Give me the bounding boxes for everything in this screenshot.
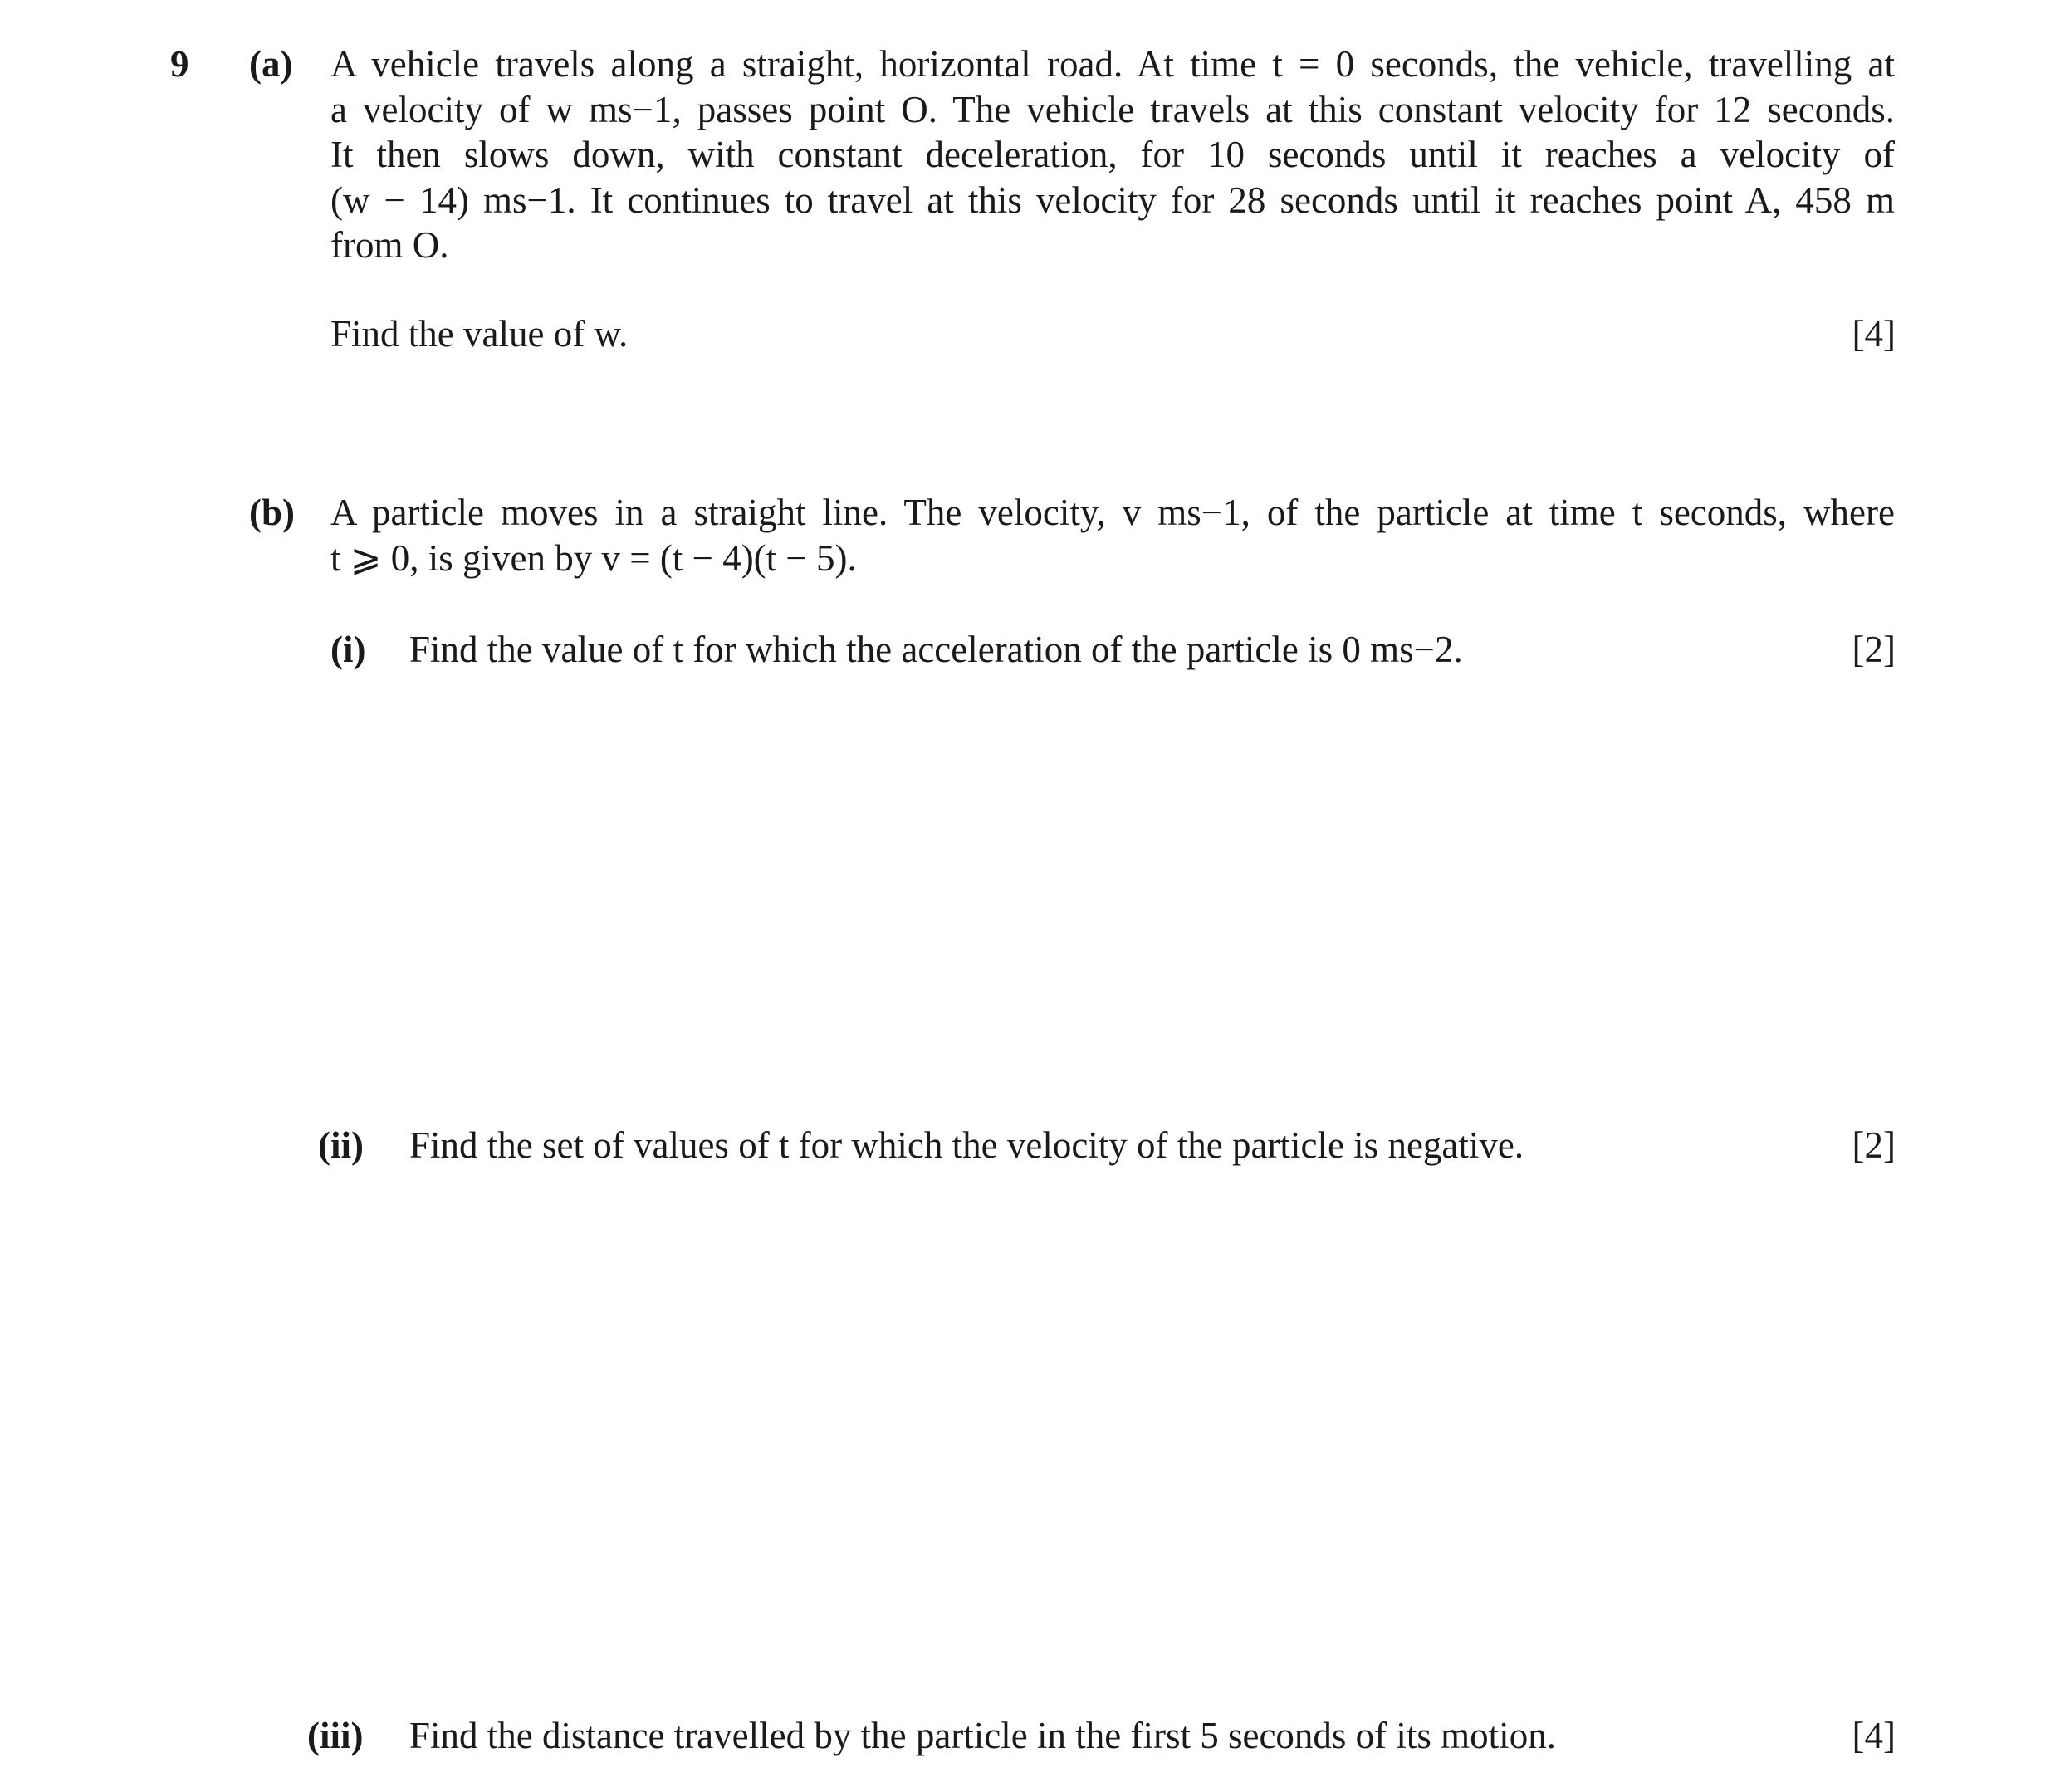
part-b-ii-prompt: Find the set of values of t for which the velocity of the particle is negative. (409, 1124, 1524, 1166)
part-a-prompt: Find the value of w. (330, 313, 629, 355)
part-a-line-2: a velocity of w ms−1, passes point O. The vehicle travels at this constant velocity for 12 seconds. (330, 88, 1895, 130)
part-b-iii-marks: [4] (1852, 1715, 1896, 1756)
part-b-i-marks: [2] (1852, 629, 1896, 670)
part-b-i-label: (i) (330, 629, 366, 670)
part-a-line-1: A vehicle travels along a straight, horizontal road. At time t = 0 seconds, the vehicle, travelling at (330, 43, 1895, 85)
part-b-iii-label: (iii) (307, 1715, 364, 1756)
part-a-line-3: It then slows down, with constant deceleration, for 10 seconds until it reaches a velocity of (330, 134, 1895, 175)
part-a-marks: [4] (1852, 313, 1896, 355)
part-b-line-1: A particle moves in a straight line. The velocity, v ms−1, of the particle at time t seconds, where (330, 492, 1895, 533)
part-b-ii-label: (ii) (318, 1124, 364, 1166)
part-a-line-4: (w − 14) ms−1. It continues to travel at this velocity for 28 seconds until it reaches point A, 458 m (330, 179, 1895, 221)
part-b-i-prompt: Find the value of t for which the acceleration of the particle is 0 ms−2. (409, 629, 1463, 670)
part-a-label: (a) (249, 43, 293, 85)
part-a-text (330, 42, 1895, 268)
part-b-iii-prompt: Find the distance travelled by the particle in the first 5 seconds of its motion. (409, 1715, 1556, 1756)
part-b-label: (b) (249, 492, 295, 533)
part-a-line-5: from O. (330, 224, 449, 266)
part-b-line-2: t ⩾ 0, is given by v = (t − 4)(t − 5). (330, 536, 857, 579)
part-b-text (330, 490, 1895, 580)
question-number: 9 (170, 43, 189, 85)
part-b-ii-marks: [2] (1852, 1124, 1896, 1166)
